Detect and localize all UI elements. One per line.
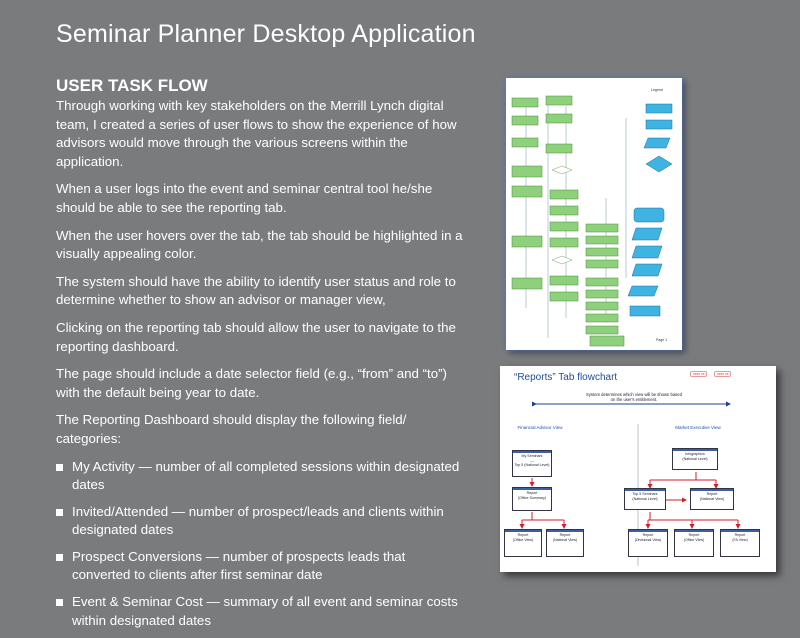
report-divisional-view-box: Report (Divisional View) <box>628 529 668 557</box>
paragraph-role: The system should have the ability to identify user status and role to determine whether to show an advisor or manager view, <box>56 273 456 308</box>
section-heading: USER TASK FLOW <box>56 76 208 95</box>
report-office-view-box-exec: Report (Office View) <box>674 529 714 557</box>
legend-label: Legend <box>651 88 663 92</box>
bullet-square-icon <box>56 554 63 561</box>
list-item-text: My Activity — number of all completed sessions within designated dates <box>72 458 460 493</box>
paragraph-hover: When the user hovers over the tab, the tab should be highlighted in a visually appealing color. <box>56 227 463 262</box>
header-pill-left: xxxx xx <box>690 371 707 377</box>
report-office-view-box: Report (Office View) <box>504 529 542 557</box>
paragraph-login: When a user logs into the event and seminar central tool he/she should be able to see the reporting tab. <box>56 181 433 215</box>
list-item <box>56 593 466 630</box>
list-item-text: Prospect Conversions — number of prospects leads that converted to clients after first seminar date <box>72 548 406 583</box>
list-item-text: Invited/Attended — number of prospect/leads and clients within designated dates <box>72 503 444 538</box>
flowchart-note: System determines which view will be shown based on the user's entitlement. <box>586 392 682 402</box>
bullet-square-icon <box>56 599 63 606</box>
report-national-view-box: Report (National View) <box>546 529 584 557</box>
list-item <box>56 503 466 540</box>
report-office-summary-box: Report (Office Summary) <box>512 487 552 511</box>
user-flow-thumbnail <box>506 78 682 350</box>
page-title: Seminar Planner Desktop Application <box>56 20 476 48</box>
list-item <box>56 548 466 585</box>
bullet-square-icon <box>56 464 63 471</box>
paragraph-navigate: Clicking on the reporting tab should allow the user to navigate to the reporting dashboard. <box>56 319 456 354</box>
financial-advisor-heading: Financial Advisor View <box>517 425 563 430</box>
category-list <box>56 458 466 631</box>
reports-flowchart-thumbnail <box>500 366 776 572</box>
body-text <box>56 97 466 638</box>
list-item-text: Event & Seminar Cost — summary of all event and seminar costs within designated dates <box>72 594 458 628</box>
bullet-square-icon <box>56 509 63 516</box>
header-pill-right: xxxx xx <box>714 371 731 377</box>
infographics-box: Infographics (National Level) <box>672 448 718 470</box>
paragraph-date-selector: The page should include a date selector field (e.g., “from” and “to”) with the default being year to date. <box>56 366 447 400</box>
paragraph-intro: Through working with key stakeholders on the Merrill Lynch digital team, I created a series of user flows to show the experience of how advisors would move through the various screens within the application. <box>56 98 457 169</box>
market-executive-heading: Market Executive View <box>675 425 721 430</box>
user-flow-diagram <box>506 78 682 350</box>
list-item <box>56 458 466 495</box>
top5-national-box: Top 5 Seminars (National Level) <box>624 488 666 510</box>
paragraph-dashboard: The Reporting Dashboard should display the following field/ categories: <box>56 412 407 446</box>
report-fa-view-box: Report (FA View) <box>720 529 760 557</box>
my-seminars-box: My Seminars — Top 5 (National Level) <box>512 450 552 477</box>
flowchart-title: “Reports” Tab flowchart <box>514 372 618 383</box>
report-national-box: Report (National View) <box>690 488 734 510</box>
page-number: Page 1 <box>656 338 668 342</box>
